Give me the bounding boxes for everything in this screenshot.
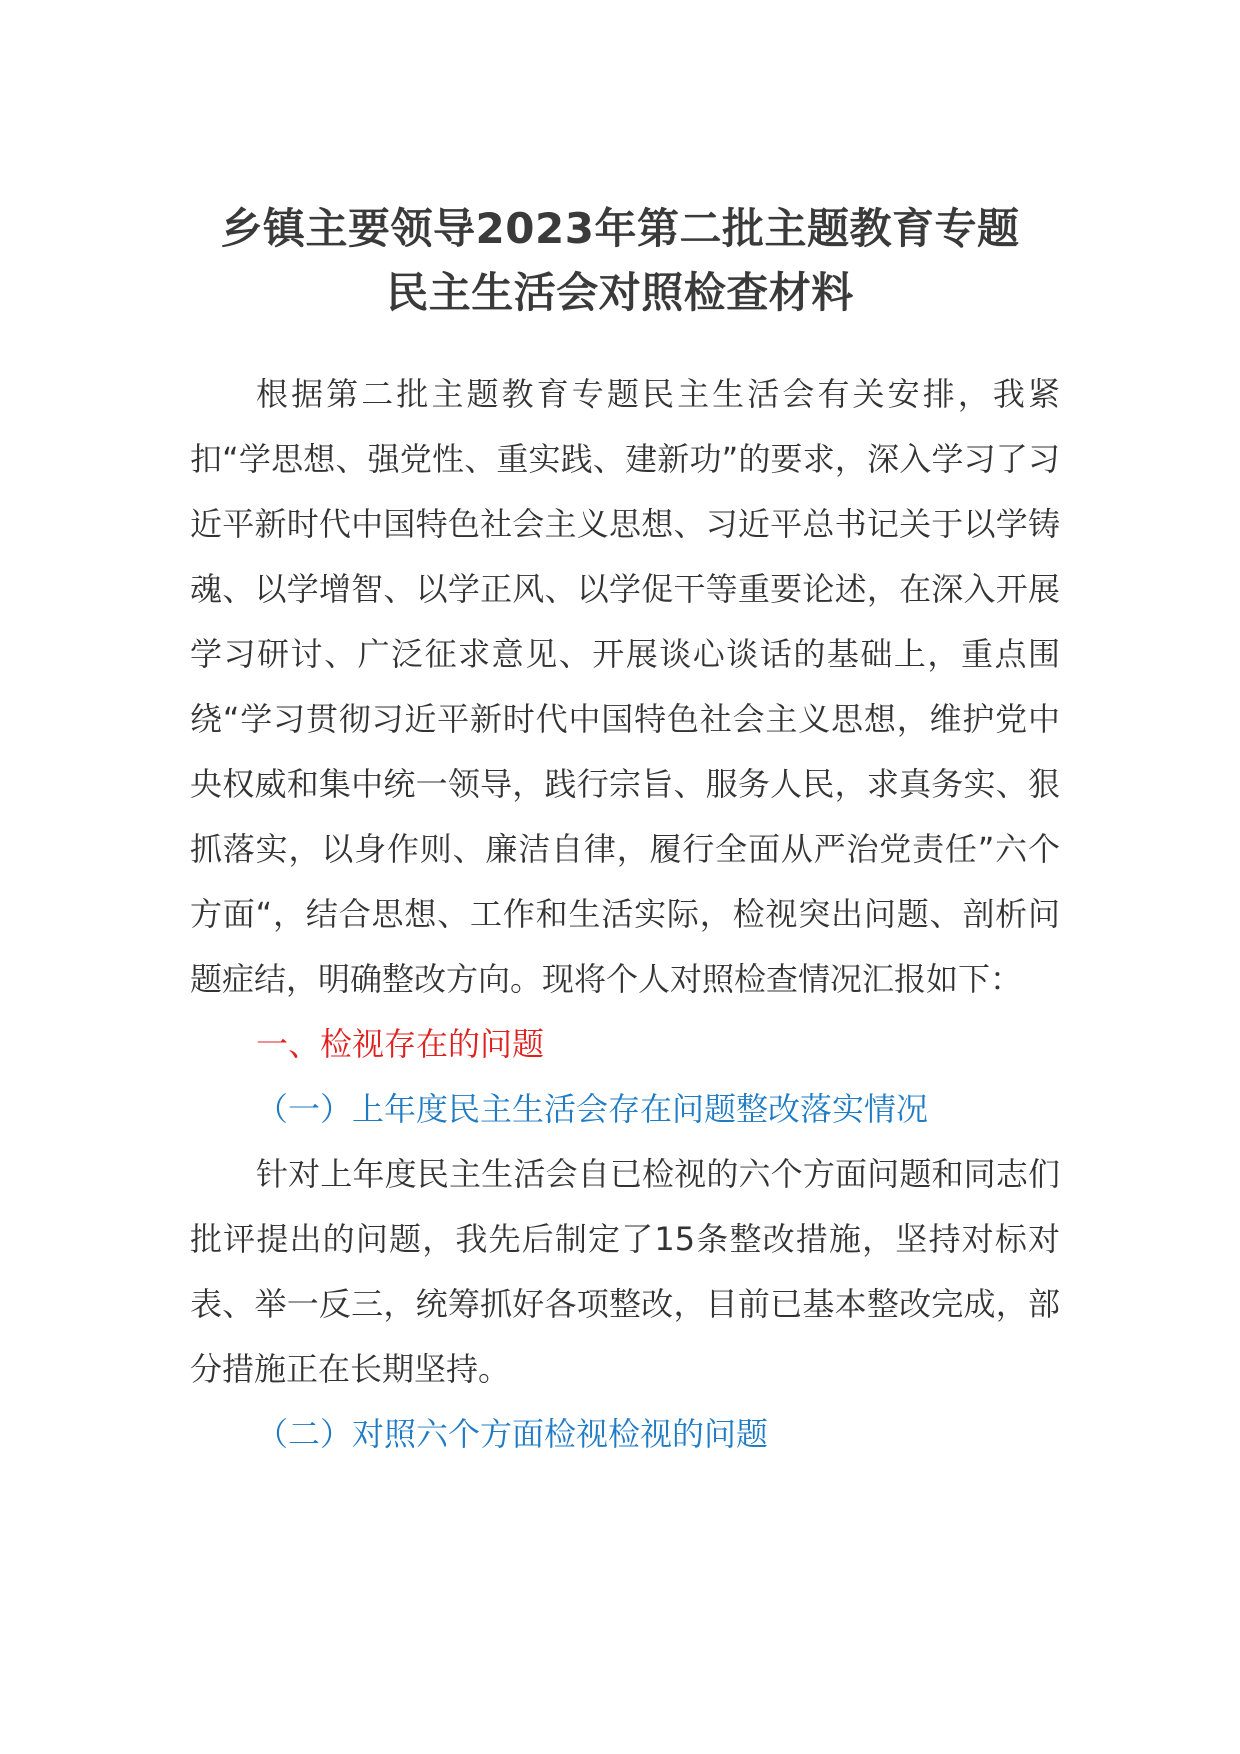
document-body — [190, 362, 1060, 1467]
intro-paragraph: 根据第二批主题教育专题民主生活会有关安排，我紧扣“学思想、强党性、重实践、建新功”的要求，深入学习了习近平新时代中国特色社会主义思想、习近平总书记关于以学铸魂、以学增智、以学正风、以学促干等重要论述，在深入开展学习研讨、广泛征求意见、开展谈心谈话的基础上，重点围绕“学习贯彻习近平新时代中国特色社会主义思想，维护党中央权威和集中统一领导，践行宗旨、服务人民，求真务实、狠抓落实，以身作则、廉洁自律，履行全面从严治党责任”六个方面“，结合思想、工作和生活实际，检视突出问题、剖析问题症结，明确整改方向。现将个人对照检查情况汇报如下： — [190, 375, 1060, 998]
document-title-line-2: 民主生活会对照检查材料 — [386, 268, 854, 317]
subsection-1-paragraph: 针对上年度民主生活会自已检视的六个方面问题和同志们批评提出的问题，我先后制定了15条整改措施，坚持对标对表、举一反三，统筹抓好各项整改，目前已基本整改完成，部分措施正在长期坚持。 — [190, 1155, 1060, 1388]
subsection-heading-1: （一）上年度民主生活会存在问题整改落实情况 — [256, 1090, 929, 1128]
document-title-line-1: 乡镇主要领导2023年第二批主题教育专题 — [220, 204, 1020, 253]
subsection-heading-2: （二）对照六个方面检视检视的问题 — [256, 1415, 769, 1453]
section-heading-1: 一、检视存在的问题 — [256, 1025, 545, 1063]
